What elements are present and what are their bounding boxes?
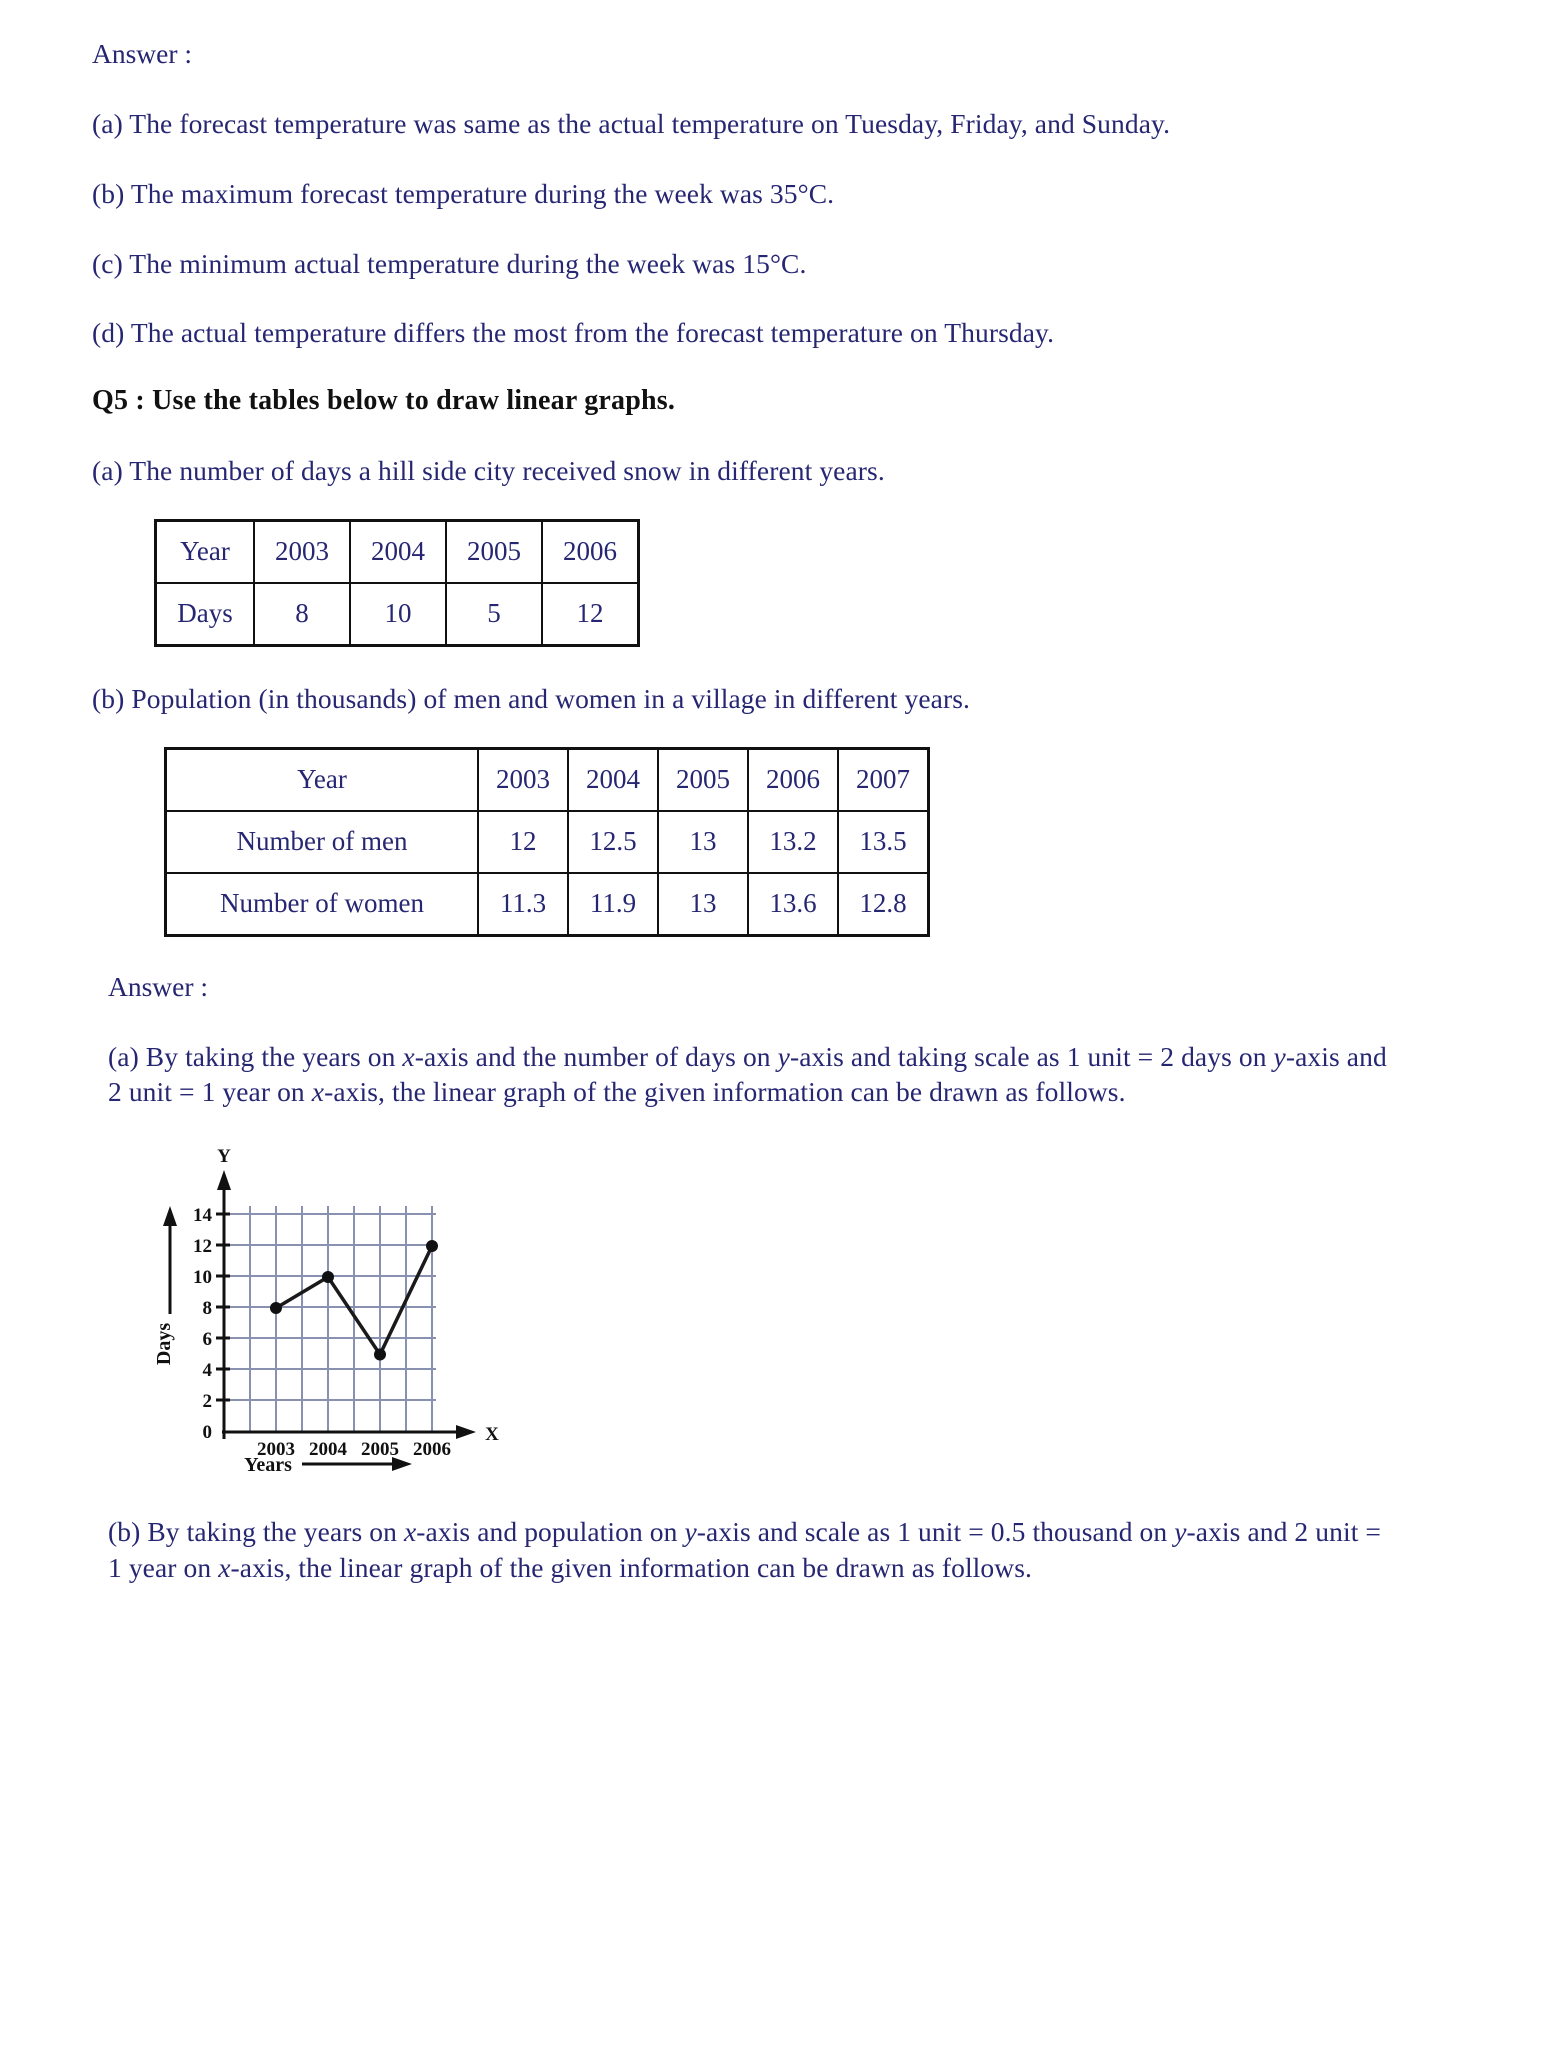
answer-label-top: Answer : bbox=[92, 38, 193, 69]
table-a-cell-1-3: 12 bbox=[542, 583, 639, 646]
y-tick-2: 2 bbox=[202, 1391, 212, 1412]
ans-a-seg1: (a) By taking the years on bbox=[108, 1040, 403, 1072]
y-tick-6: 6 bbox=[202, 1329, 212, 1350]
ans-b-seg5: -axis, the linear graph of the given information can be drawn as follows. bbox=[230, 1551, 1033, 1583]
x-axis-letter: X bbox=[485, 1424, 499, 1445]
days-caption-arrow bbox=[163, 1206, 177, 1314]
table-b-cell-0-4: 2007 bbox=[838, 748, 929, 811]
snow-days-table bbox=[154, 519, 640, 647]
table-b-cell-2-2: 13 bbox=[658, 873, 748, 936]
y-tick-4: 4 bbox=[202, 1360, 212, 1381]
data-point-2003 bbox=[270, 1302, 282, 1314]
table-a-wrapper bbox=[92, 519, 1492, 647]
population-table bbox=[164, 747, 930, 937]
table-b-cell-2-1: 11.9 bbox=[568, 873, 658, 936]
ans-b-y2: y bbox=[1174, 1516, 1187, 1547]
table-a-cell-0-1: 2004 bbox=[350, 520, 446, 583]
ans-b-y1: y bbox=[684, 1516, 697, 1547]
ans-b-x2: x bbox=[218, 1551, 231, 1583]
table-row bbox=[156, 583, 639, 646]
ans-a-seg5: -axis, the linear graph of the given information can be drawn as follows. bbox=[324, 1076, 1126, 1108]
ans-b-x1: x bbox=[403, 1516, 417, 1547]
table-b-row1-label: Number of men bbox=[166, 811, 479, 873]
table-b-cell-1-0: 12 bbox=[478, 811, 568, 873]
answer-item-a: (a) The forecast temperature was same as the actual temperature on Tuesday, Friday, and Sunday. bbox=[92, 108, 1171, 139]
ans-a-x1: x bbox=[402, 1040, 415, 1072]
y-tick-labels bbox=[193, 1205, 213, 1443]
part-a-intro: (a) The number of days a hill side city received snow in different years. bbox=[92, 455, 885, 486]
x-tick-2006: 2006 bbox=[413, 1439, 451, 1460]
x-axis-caption: Years bbox=[244, 1454, 292, 1474]
ans-a-y2: y bbox=[1273, 1040, 1286, 1072]
y-tick-12: 12 bbox=[193, 1236, 212, 1257]
table-b-cell-0-2: 2005 bbox=[658, 748, 748, 811]
y-axis-caption: Days bbox=[153, 1322, 175, 1366]
ans-b-seg1: (b) By taking the years on bbox=[108, 1516, 404, 1547]
y-tick-10: 10 bbox=[193, 1267, 212, 1288]
ans-b-seg3: -axis and scale as 1 unit = 0.5 thousand on bbox=[696, 1516, 1175, 1547]
table-row bbox=[166, 811, 929, 873]
y-tick-14: 14 bbox=[193, 1205, 212, 1226]
y-tick-0: 0 bbox=[202, 1422, 212, 1443]
x-axis bbox=[222, 1425, 476, 1439]
x-tick-2005: 2005 bbox=[361, 1439, 399, 1460]
ans-a-y1: y bbox=[777, 1040, 790, 1072]
answer-label-bottom: Answer : bbox=[108, 970, 209, 1002]
table-a-cell-1-1: 10 bbox=[350, 583, 446, 646]
ans-a-seg3: -axis and taking scale as 1 unit = 2 days on bbox=[789, 1040, 1274, 1072]
table-a-cell-0-0: 2003 bbox=[254, 520, 350, 583]
linear-graph-svg bbox=[106, 1144, 546, 1474]
table-b-cell-1-4: 13.5 bbox=[838, 811, 929, 873]
answer-part-a-text bbox=[108, 1039, 1398, 1111]
table-b-cell-2-4: 12.8 bbox=[838, 873, 929, 936]
table-b-row2-label: Number of women bbox=[166, 873, 479, 936]
table-b-row0-label: Year bbox=[166, 748, 479, 811]
table-b-wrapper bbox=[92, 747, 1492, 937]
table-a-cell-1-2: 5 bbox=[446, 583, 542, 646]
y-tick-8: 8 bbox=[202, 1298, 212, 1319]
table-b-cell-2-3: 13.6 bbox=[748, 873, 838, 936]
answer-item-c: (c) The minimum actual temperature during the week was 15°C. bbox=[92, 247, 807, 279]
table-a-row1-label: Days bbox=[156, 583, 255, 646]
table-b-cell-0-3: 2006 bbox=[748, 748, 838, 811]
table-b-cell-0-1: 2004 bbox=[568, 748, 658, 811]
data-point-2005 bbox=[374, 1349, 386, 1361]
data-point-2004 bbox=[322, 1271, 334, 1283]
table-a-cell-1-0: 8 bbox=[254, 583, 350, 646]
table-row bbox=[156, 520, 639, 583]
table-a-cell-0-3: 2006 bbox=[542, 520, 639, 583]
table-b-cell-1-3: 13.2 bbox=[748, 811, 838, 873]
table-b-cell-0-0: 2003 bbox=[478, 748, 568, 811]
table-b-cell-2-0: 11.3 bbox=[478, 873, 568, 936]
data-point-2006 bbox=[426, 1240, 438, 1252]
y-axis-letter: Y bbox=[217, 1146, 231, 1167]
part-b-intro: (b) Population (in thousands) of men and women in a village in different years. bbox=[92, 682, 971, 714]
ans-a-seg4: -axis and 2 unit = 1 year on bbox=[108, 1040, 1387, 1108]
linear-graph-figure bbox=[106, 1144, 546, 1474]
answer-item-b: (b) The maximum forecast temperature during the week was 35°C. bbox=[92, 177, 835, 209]
table-a-row0-label: Year bbox=[156, 520, 255, 583]
answer-part-b-text bbox=[108, 1514, 1398, 1586]
table-row bbox=[166, 873, 929, 936]
grid-lines bbox=[224, 1206, 436, 1432]
table-b-cell-1-1: 12.5 bbox=[568, 811, 658, 873]
table-b-cell-1-2: 13 bbox=[658, 811, 748, 873]
ans-a-x2: x bbox=[311, 1076, 325, 1108]
ans-b-seg4: -axis and 2 unit = 1 year on bbox=[108, 1516, 1382, 1583]
table-row bbox=[166, 748, 929, 811]
table-a-cell-0-2: 2005 bbox=[446, 520, 542, 583]
ans-a-seg2: -axis and the number of days on bbox=[414, 1040, 778, 1072]
question-heading: Q5 : Use the tables below to draw linear graphs. bbox=[92, 385, 676, 416]
page-content bbox=[92, 38, 1492, 1620]
x-tick-2003: 2003 bbox=[257, 1439, 295, 1460]
answer-item-d: (d) The actual temperature differs the most from the forecast temperature on Thursday. bbox=[92, 317, 1055, 349]
ans-b-seg2: -axis and population on bbox=[416, 1516, 685, 1547]
x-tick-2004: 2004 bbox=[309, 1439, 347, 1460]
